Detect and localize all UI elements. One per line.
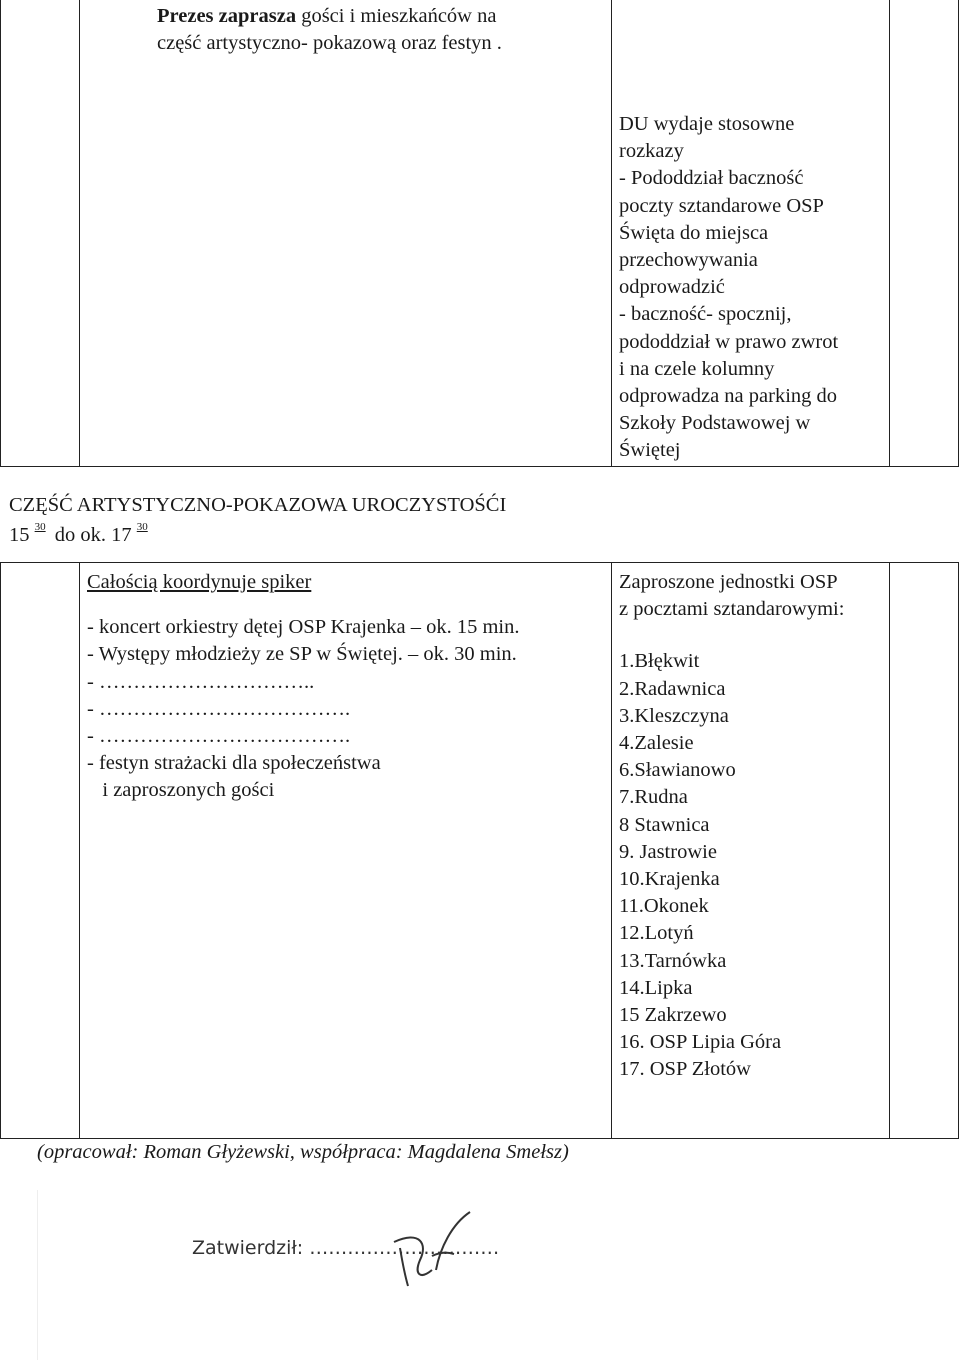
program-item: - ……………………………….	[87, 697, 351, 720]
unit-list-item: 16. OSP Lipia Góra	[619, 1031, 782, 1054]
units-heading-line-1: Zaproszone jednostki OSP	[619, 571, 838, 593]
invitation-line-1	[157, 3, 597, 30]
order-line: przechowywania	[619, 249, 758, 272]
table-border-left	[0, 0, 1, 466]
program-heading: Całością koordynuje spiker	[87, 571, 312, 593]
section-time	[9, 517, 148, 548]
table-row-divider	[0, 466, 959, 467]
program-item: - festyn strażacki dla społeczeństwa	[87, 752, 381, 775]
order-line: odprowadzić	[619, 276, 725, 299]
unit-list-item: 7.Rudna	[619, 786, 688, 809]
order-line: poczty sztandarowe OSP	[619, 194, 824, 217]
table-border-right	[958, 0, 959, 466]
order-line: Szkoły Podstawowej w	[619, 412, 811, 435]
time-mid: do ok. 17	[54, 523, 132, 546]
program-item: - ……………………………….	[87, 725, 351, 748]
order-line: - Pododdział baczność	[619, 167, 804, 190]
unit-list-item: 6.Sławianowo	[619, 759, 736, 782]
unit-list-item: 15 Zakrzewo	[619, 1004, 727, 1027]
invitation-rest: gości i mieszkańców na	[296, 5, 497, 27]
time-end-min: 30	[136, 521, 148, 533]
table2-col-2-divider	[611, 562, 612, 1138]
order-line: Święta do miejsca	[619, 221, 769, 244]
unit-list-item: 3.Kleszczyna	[619, 704, 729, 727]
table2-border-right	[958, 562, 959, 1138]
approval-label: Zatwierdził: …………………………	[192, 1237, 500, 1259]
unit-list-item: 13.Tarnówka	[619, 949, 727, 972]
time-start-min: 30	[34, 521, 46, 533]
unit-list-item: 14.Lipka	[619, 976, 693, 999]
program-item: i zaproszonych gości	[87, 779, 275, 802]
invitation-bold: Prezes zaprasza	[157, 5, 297, 27]
table2-border-left	[0, 562, 1, 1138]
unit-list-item: 4.Zalesie	[619, 732, 694, 755]
table-col-3-divider	[889, 0, 890, 466]
units-cell	[619, 569, 887, 1084]
credit-line: (opracował: Roman Głyżewski, współpraca: Magdalena Smełsz)	[37, 1141, 569, 1163]
units-heading-line-2: z pocztami sztandarowymi:	[619, 598, 845, 621]
top-right-cell-text	[619, 111, 887, 465]
table2-col-3-divider	[889, 562, 890, 1138]
order-line: DU wydaje stosowne	[619, 113, 795, 135]
unit-list-item: 1.Błękwit	[619, 650, 700, 673]
unit-list-item: 11.Okonek	[619, 895, 709, 918]
table-col-2-divider	[611, 0, 612, 466]
unit-list-item: 10.Krajenka	[619, 868, 720, 891]
order-line: Świętej	[619, 439, 681, 462]
table2-col-1-divider	[79, 562, 80, 1138]
order-line: rozkazy	[619, 140, 684, 163]
table2-top-border	[0, 562, 959, 563]
program-cell	[87, 569, 607, 805]
order-line: - baczność- spocznij,	[619, 303, 792, 326]
unit-list-item: 17. OSP Złotów	[619, 1058, 751, 1081]
scan-edge	[37, 1190, 38, 1360]
invitation-line-2: część artystyczno- pokazową oraz festyn .	[157, 32, 502, 55]
unit-list-item: 12.Lotyń	[619, 922, 694, 945]
table2-bottom-border	[0, 1138, 959, 1139]
signature-graphic	[360, 1200, 490, 1310]
program-item: - koncert orkiestry dętej OSP Krajenka – ok. 15 min.	[87, 616, 520, 639]
top-left-cell-text	[157, 3, 597, 57]
program-item: - Występy młodzieży ze SP w Świętej. – ok. 30 min.	[87, 643, 517, 666]
order-line: pododdział w prawo zwrot	[619, 330, 839, 353]
table-col-1-divider	[79, 0, 80, 466]
section-title: CZĘŚĆ ARTYSTYCZNO-POKAZOWA UROCZYSTOŚĆI	[9, 494, 507, 516]
unit-list-item: 2.Radawnica	[619, 677, 726, 700]
unit-list-item: 9. Jastrowie	[619, 840, 717, 863]
order-line: i na czele kolumny	[619, 357, 775, 380]
order-line: odprowadza na parking do	[619, 385, 838, 408]
unit-list-item: 8 Stawnica	[619, 813, 710, 836]
time-start-hour: 15	[9, 523, 30, 546]
program-item: - …………………………..	[87, 670, 315, 693]
